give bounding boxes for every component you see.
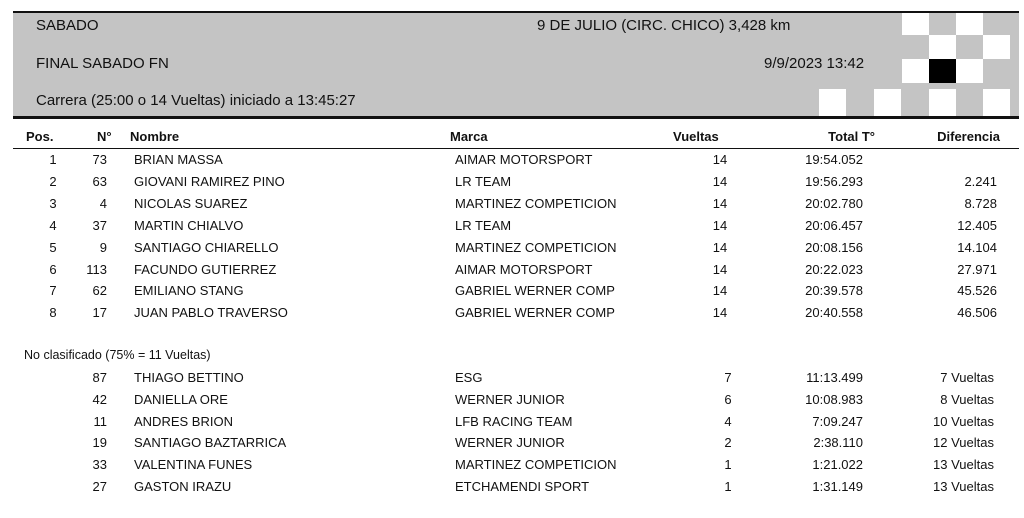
- row-total: 2:38.110: [813, 435, 863, 450]
- row-name: JUAN PABLO TRAVERSO: [134, 305, 288, 320]
- table-row: [0, 368, 1024, 390]
- table-row: [0, 216, 1024, 238]
- row-diff: 12.405: [957, 218, 997, 233]
- day-label: SABADO: [36, 17, 99, 34]
- row-name: THIAGO BETTINO: [134, 370, 244, 385]
- row-num: 87: [92, 370, 107, 385]
- flag-square: [983, 35, 1010, 59]
- row-total: 1:21.022: [812, 457, 863, 472]
- row-pos: 8: [49, 305, 57, 320]
- row-num: 33: [92, 457, 107, 472]
- flag-square: [929, 89, 956, 116]
- row-laps: 4: [724, 414, 732, 429]
- table-row: [0, 172, 1024, 194]
- row-name: MARTIN CHIALVO: [134, 218, 244, 233]
- table-row: [0, 260, 1024, 282]
- row-brand: WERNER JUNIOR: [455, 435, 565, 450]
- row-name: ANDRES BRION: [134, 414, 233, 429]
- row-total: 20:40.558: [805, 305, 863, 320]
- row-num: 37: [92, 218, 107, 233]
- col-header-laps: Vueltas: [673, 129, 719, 144]
- row-diff: 12 Vueltas: [933, 435, 994, 450]
- row-name: SANTIAGO BAZTARRICA: [134, 435, 287, 450]
- flag-square: [874, 89, 901, 116]
- row-laps: 14: [712, 218, 728, 233]
- row-num: 11: [93, 414, 107, 429]
- row-laps: 14: [712, 152, 728, 167]
- row-brand: LR TEAM: [455, 218, 512, 233]
- flag-square: [902, 13, 929, 35]
- row-diff: 13 Vueltas: [933, 457, 994, 472]
- row-brand: MARTINEZ COMPETICION: [455, 240, 617, 255]
- row-brand: WERNER JUNIOR: [455, 392, 565, 407]
- flag-square: [956, 13, 983, 35]
- row-num: 9: [99, 240, 107, 255]
- table-row: [0, 303, 1024, 325]
- row-name: BRIAN MASSA: [134, 152, 223, 167]
- flag-square: [929, 59, 956, 83]
- row-laps: 14: [712, 196, 728, 211]
- row-diff: 27.971: [957, 262, 997, 277]
- row-total: 20:39.578: [805, 283, 863, 298]
- row-name: GASTON IRAZU: [134, 479, 232, 494]
- row-name: FACUNDO GUTIERREZ: [134, 262, 277, 277]
- flag-square: [902, 59, 929, 83]
- table-row: [0, 281, 1024, 303]
- row-laps: 14: [712, 174, 728, 189]
- row-name: VALENTINA FUNES: [134, 457, 253, 472]
- row-num: 27: [92, 479, 107, 494]
- row-pos: 1: [49, 152, 57, 167]
- row-diff: 2.241: [964, 174, 997, 189]
- row-laps: 1: [724, 457, 732, 472]
- table-row: [0, 433, 1024, 455]
- row-brand: ESG: [455, 370, 483, 385]
- row-brand: AIMAR MOTORSPORT: [455, 262, 593, 277]
- row-name: SANTIAGO CHIARELLO: [134, 240, 279, 255]
- row-diff: 10 Vueltas: [933, 414, 994, 429]
- flag-square: [956, 59, 983, 83]
- table-row: [0, 238, 1024, 260]
- row-brand: GABRIEL WERNER COMP: [455, 283, 615, 298]
- row-name: EMILIANO STANG: [134, 283, 244, 298]
- row-total: 10:08.983: [805, 392, 863, 407]
- row-num: 63: [92, 174, 107, 189]
- row-laps: 6: [724, 392, 732, 407]
- table-row: [0, 194, 1024, 216]
- datetime-label: 9/9/2023 13:42: [764, 55, 865, 72]
- row-brand: LR TEAM: [455, 174, 512, 189]
- row-num: 19: [92, 435, 107, 450]
- row-laps: 14: [712, 283, 728, 298]
- row-total: 20:08.156: [805, 240, 863, 255]
- col-header-num: N°: [97, 129, 112, 144]
- row-num: 4: [99, 196, 107, 211]
- row-brand: AIMAR MOTORSPORT: [455, 152, 593, 167]
- row-laps: 14: [712, 262, 728, 277]
- race-info-label: Carrera (25:00 o 14 Vueltas) iniciado a 13:45:27: [36, 92, 356, 109]
- row-name: NICOLAS SUAREZ: [134, 196, 248, 211]
- row-pos: 4: [49, 218, 57, 233]
- row-total: 11:13.499: [806, 370, 863, 385]
- row-total: 20:02.780: [805, 196, 863, 211]
- row-num: 73: [92, 152, 107, 167]
- row-total: 1:31.149: [812, 479, 863, 494]
- table-row: [0, 477, 1024, 499]
- session-title: FINAL SABADO FN: [36, 55, 169, 72]
- row-pos: 7: [49, 283, 57, 298]
- row-diff: 7 Vueltas: [940, 370, 994, 385]
- row-total: 7:09.247: [812, 414, 863, 429]
- table-row: [0, 412, 1024, 434]
- row-total: 19:54.052: [805, 152, 863, 167]
- row-pos: 3: [49, 196, 57, 211]
- row-diff: 14.104: [957, 240, 997, 255]
- row-name: GIOVANI RAMIREZ PINO: [134, 174, 285, 189]
- row-laps: 7: [724, 370, 732, 385]
- col-header-total: Total T°: [828, 129, 875, 144]
- row-laps: 1: [724, 479, 732, 494]
- col-header-diff: Diferencia: [937, 129, 1000, 144]
- column-header-rule: [13, 148, 1019, 149]
- col-header-name: Nombre: [130, 129, 180, 144]
- row-diff: 13 Vueltas: [933, 479, 994, 494]
- row-brand: ETCHAMENDI SPORT: [455, 479, 590, 494]
- row-laps: 2: [724, 435, 732, 450]
- flag-square: [983, 89, 1010, 116]
- row-brand: GABRIEL WERNER COMP: [455, 305, 615, 320]
- col-header-brand: Marca: [450, 129, 488, 144]
- row-total: 19:56.293: [805, 174, 863, 189]
- header-bottom-rule: [13, 116, 1019, 119]
- row-diff: 46.506: [957, 305, 997, 320]
- row-pos: 5: [49, 240, 57, 255]
- row-brand: MARTINEZ COMPETICION: [455, 196, 617, 211]
- row-num: 17: [92, 305, 107, 320]
- flag-square: [929, 35, 956, 59]
- row-total: 20:06.457: [805, 218, 863, 233]
- flag-square: [819, 89, 846, 116]
- row-num: 62: [92, 283, 107, 298]
- row-brand: MARTINEZ COMPETICION: [455, 457, 617, 472]
- col-header-pos: Pos.: [26, 129, 54, 144]
- row-num: 42: [92, 392, 107, 407]
- row-brand: LFB RACING TEAM: [455, 414, 573, 429]
- table-row: [0, 455, 1024, 477]
- table-row: [0, 150, 1024, 172]
- row-diff: 45.526: [957, 283, 997, 298]
- row-pos: 6: [49, 262, 57, 277]
- row-name: DANIELLA ORE: [134, 392, 228, 407]
- not-classified-heading: No clasificado (75% = 11 Vueltas): [24, 348, 211, 362]
- row-diff: 8 Vueltas: [940, 392, 994, 407]
- row-total: 20:22.023: [805, 262, 863, 277]
- checkered-flag-graphic: [796, 13, 1019, 116]
- results-header: [13, 13, 1019, 116]
- row-pos: 2: [49, 174, 57, 189]
- circuit-label: 9 DE JULIO (CIRC. CHICO) 3,428 km: [537, 17, 791, 34]
- row-diff: 8.728: [964, 196, 997, 211]
- row-laps: 14: [712, 305, 728, 320]
- table-row: [0, 390, 1024, 412]
- row-num: 113: [86, 262, 107, 277]
- row-laps: 14: [712, 240, 728, 255]
